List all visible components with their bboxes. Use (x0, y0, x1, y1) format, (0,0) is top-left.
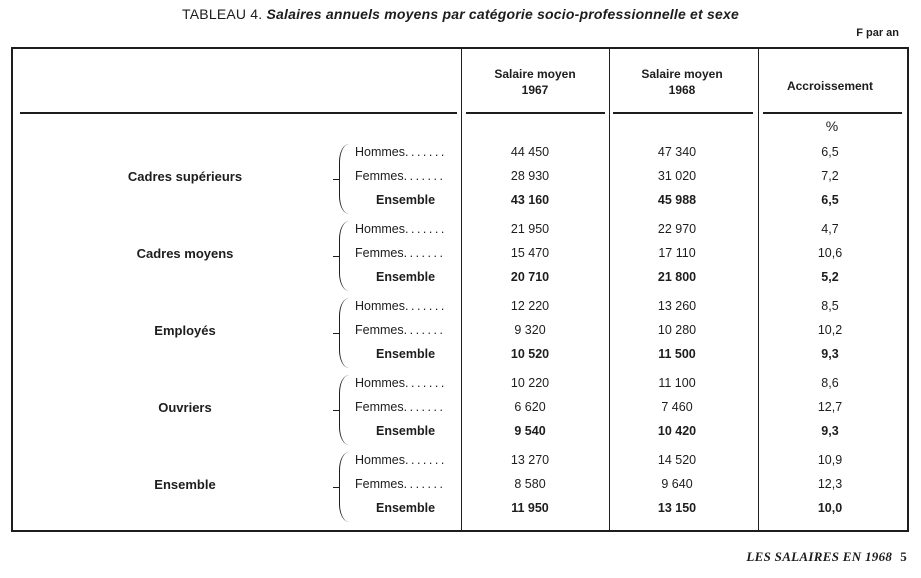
salary-1968-cell: 10 420 (657, 424, 697, 438)
growth-cell: 12,3 (817, 477, 843, 491)
salary-1968-cell: 31 020 (657, 169, 697, 183)
growth-cell: 5,2 (821, 270, 839, 284)
leader-dots: ....... (403, 323, 446, 337)
salary-1967-cell: 21 950 (510, 222, 550, 236)
table-row (0, 219, 921, 241)
row-label-text: Femmes (355, 323, 404, 337)
table-row (0, 474, 921, 496)
row-label (355, 145, 447, 159)
row-label-text: Ensemble (376, 347, 436, 361)
salary-1967-cell: 13 270 (510, 453, 550, 467)
footer-title: LES SALAIRES EN 1968 (746, 549, 893, 564)
category-label: Cadres supérieurs (127, 169, 243, 184)
salary-1967-cell: 6 620 (514, 400, 546, 414)
salary-1967-cell: 10 520 (510, 347, 550, 361)
page-footer (746, 549, 907, 565)
row-label-text: Hommes (355, 145, 406, 159)
leader-dots: ....... (405, 145, 447, 159)
leader-dots: ....... (403, 246, 446, 260)
growth-cell: 10,9 (817, 453, 843, 467)
column-header-growth-line1: Accroissement (786, 79, 874, 93)
growth-cell: 10,2 (817, 323, 843, 337)
salary-1968-cell: 11 100 (658, 376, 696, 390)
row-label-text: Ensemble (376, 424, 436, 438)
table-row (0, 267, 921, 289)
salary-1968-cell: 45 988 (657, 193, 697, 207)
row-label (355, 477, 445, 491)
row-label (376, 270, 435, 284)
salary-1967-cell: 9 320 (514, 323, 546, 337)
leader-dots: ....... (405, 376, 447, 390)
salary-1967-cell: 20 710 (510, 270, 550, 284)
row-label (376, 424, 435, 438)
table-row (0, 421, 921, 443)
growth-cell: 6,5 (821, 193, 839, 207)
leader-dots: ....... (405, 299, 447, 313)
table-row (0, 373, 921, 395)
growth-cell: 9,3 (821, 424, 839, 438)
salary-1968-cell: 22 970 (657, 222, 697, 236)
percent-unit: % (825, 118, 839, 134)
row-label-text: Femmes (355, 169, 404, 183)
growth-cell: 7,2 (821, 169, 839, 183)
leader-dots: ....... (405, 222, 447, 236)
salary-1968-cell: 9 640 (661, 477, 693, 491)
category-label: Employés (154, 323, 216, 338)
row-label-text: Ensemble (376, 270, 436, 284)
leader-dots: ....... (403, 477, 446, 491)
row-label-text: Femmes (355, 246, 404, 260)
salary-1968-cell: 14 520 (657, 453, 697, 467)
table-row (0, 344, 921, 366)
growth-cell: 9,3 (821, 347, 839, 361)
row-label (355, 376, 447, 390)
table-row (0, 166, 921, 188)
category-label: Ensemble (154, 477, 216, 492)
salary-1968-cell: 13 260 (657, 299, 697, 313)
table-row (0, 397, 921, 419)
row-label-text: Ensemble (376, 501, 436, 515)
salary-1967-cell: 44 450 (510, 145, 550, 159)
table-row (0, 498, 921, 520)
salary-1967-cell: 15 470 (510, 246, 550, 260)
row-label (355, 222, 447, 236)
table-caption: Salaires annuels moyens par catégorie socio-professionnelle et sexe (266, 6, 739, 22)
column-header-1967-line2: 1967 (521, 83, 549, 97)
growth-cell: 12,7 (817, 400, 843, 414)
header-rule (613, 112, 753, 114)
table-number: TABLEAU 4. (182, 6, 263, 22)
growth-cell: 10,0 (817, 501, 843, 515)
salary-1968-cell: 21 800 (657, 270, 697, 284)
column-header-1968-line2: 1968 (668, 83, 696, 97)
table-title (0, 6, 921, 22)
table-row (0, 190, 921, 212)
table-row (0, 296, 921, 318)
row-label-text: Ensemble (376, 193, 436, 207)
salary-1968-cell: 47 340 (657, 145, 697, 159)
column-header-growth (770, 78, 890, 94)
header-rule (763, 112, 902, 114)
row-label-text: Hommes (355, 299, 406, 313)
category-label: Cadres moyens (136, 246, 234, 261)
row-label (376, 501, 435, 515)
column-header-1968-line1: Salaire moyen (641, 67, 723, 81)
header-rule (466, 112, 605, 114)
salary-1968-cell: 10 280 (657, 323, 697, 337)
salary-1967-cell: 12 220 (510, 299, 550, 313)
salary-1967-cell: 28 930 (510, 169, 550, 183)
salary-1967-cell: 43 160 (510, 193, 550, 207)
salary-1968-cell: 11 500 (658, 347, 696, 361)
row-label-text: Femmes (355, 477, 404, 491)
column-header-1968 (622, 66, 742, 98)
row-label-text: Hommes (355, 376, 406, 390)
salary-1968-cell: 13 150 (657, 501, 697, 515)
leader-dots: ....... (403, 400, 446, 414)
row-label-text: Hommes (355, 222, 406, 236)
row-label-text: Hommes (355, 453, 406, 467)
row-label (355, 169, 445, 183)
leader-dots: ....... (403, 169, 446, 183)
growth-cell: 8,5 (821, 299, 839, 313)
table-row (0, 142, 921, 164)
row-label-text: Femmes (355, 400, 404, 414)
row-label (355, 323, 445, 337)
unit-label: F par an (856, 27, 899, 39)
category-label: Ouvriers (158, 400, 212, 415)
salary-1967-cell: 8 580 (514, 477, 546, 491)
growth-cell: 4,7 (821, 222, 839, 236)
table-row (0, 320, 921, 342)
table-row (0, 243, 921, 265)
row-label (355, 453, 447, 467)
column-header-1967-line1: Salaire moyen (494, 67, 576, 81)
row-label (376, 193, 435, 207)
row-label (376, 347, 435, 361)
table-row (0, 450, 921, 472)
salary-1967-cell: 10 220 (510, 376, 550, 390)
growth-cell: 8,6 (821, 376, 839, 390)
row-label (355, 400, 445, 414)
row-label (355, 246, 445, 260)
salary-1968-cell: 7 460 (661, 400, 693, 414)
leader-dots: ....... (405, 453, 447, 467)
salary-1967-cell: 11 950 (511, 501, 549, 515)
page-number: 5 (900, 549, 907, 564)
header-rule (20, 112, 457, 114)
growth-cell: 10,6 (817, 246, 843, 260)
row-label (355, 299, 447, 313)
column-header-1967 (475, 66, 595, 98)
salary-1968-cell: 17 110 (658, 246, 696, 260)
salary-1967-cell: 9 540 (514, 424, 546, 438)
growth-cell: 6,5 (821, 145, 839, 159)
